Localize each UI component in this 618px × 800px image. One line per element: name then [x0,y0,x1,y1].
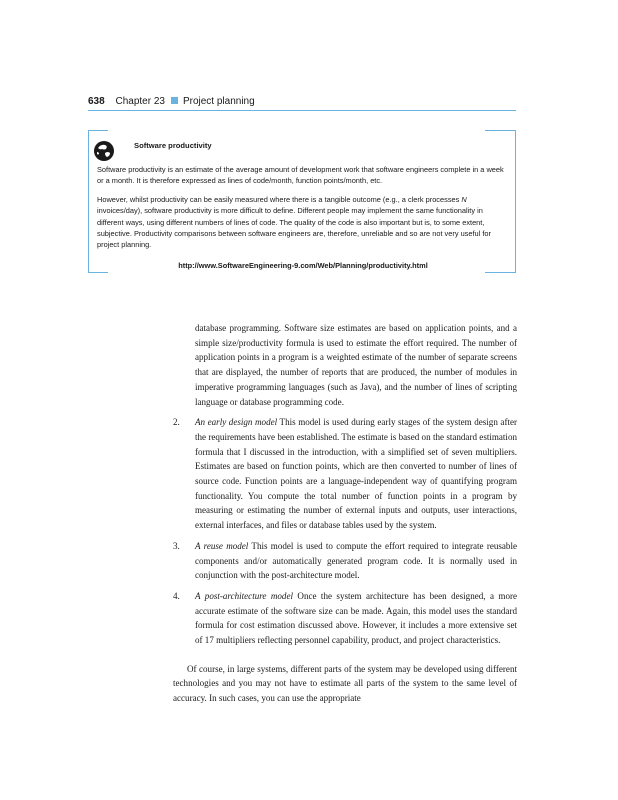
body-text [173,321,517,706]
box-url-link[interactable]: http://www.SoftwareEngineering-9.com/Web/Planning/productivity.html [178,260,428,270]
list-text: This model is used to compute the effort required to integrate reusable components and/or automatically generated program code. It is normally used in conjunction with the post-architecture model. [195,540,517,581]
box-border [88,272,108,273]
box-border [88,130,89,273]
box-title: Software productivity [134,141,212,150]
box-paragraph [97,194,509,251]
box-content [97,140,509,271]
list-text: This model is used during early stages of the system design after the requirements have been established. The estimate is based on the standard estimation formula that I discussed in the introduction, with a simplified set of seven multipliers. Estimates are based on function points, which are then converted to number of lines of source code. Function points are a language-independent way of quantifying program functionality. You compute the total number of function points in a program by measuring or estimating the number of external inputs and outputs, user interactions, external interfaces, and files or database tables used by the system. [195,417,517,531]
chapter-label: Chapter 23 [115,96,165,107]
closing-paragraph: Of course, in large systems, different parts of the system may be developed using different technologies and you may not have to estimate all parts of the system to the same level of accuracy. In such cases, you can use the appropriate [173,663,517,704]
list-text: Once the system architecture has been designed, a more accurate estimate of the software size can be made. Again, this model uses the standard formula for cost estimation discussed above. However, it includes a more extensive set of 17 multipliers reflecting personnel capability, product, and project characteristics. [195,590,517,646]
list-item [173,415,517,533]
box-text-italic: N [461,194,467,204]
section-title: Project planning [182,96,255,107]
list-term: An early design model [195,417,278,428]
running-header [88,96,255,107]
list-number: 2. [173,417,180,428]
box-text: invoices/day), software productivity is more difficult to define. Different people may implement the same functionality in different ways, using different numbers of lines of code. The quality of the code is also important but is, to some extent, subjective. Productivity comparisons between software engineers are, therefore, unreliable and so are not very useful for project planning. [97,206,491,250]
square-bullet-icon [171,97,178,104]
list-item [173,589,517,648]
header-rule [88,110,516,111]
page-number: 638 [88,96,105,107]
box-border [485,130,516,131]
list-number: 4. [173,590,180,601]
list-term: A reuse model [195,540,249,551]
box-border [515,130,516,273]
box-border [88,130,108,131]
box-border [485,272,516,273]
list-term: A post-architecture model [195,590,293,601]
list-number: 3. [173,540,180,551]
list-item [173,539,517,583]
box-text: However, whilst productivity can be easily measured where there is a tangible outcome (e.g., a clerk processes [97,194,462,204]
continuation-paragraph: database programming. Software size estimates are based on application points, and a simple size/productivity formula is used to estimate the effort required. The number of application points in a program is a weighted estimate of the number of separate screens that are displayed, the number of reports that are produced, the number of modules in imperative programming languages (such as Java), and the number of lines of scripting language or database programming code. [195,323,517,407]
sidebar-box [88,130,516,273]
box-paragraph: Software productivity is an estimate of the average amount of development work that software engineers complete in a week or a month. It is therefore expressed as lines of code/month, function points/month, etc. [97,165,504,186]
